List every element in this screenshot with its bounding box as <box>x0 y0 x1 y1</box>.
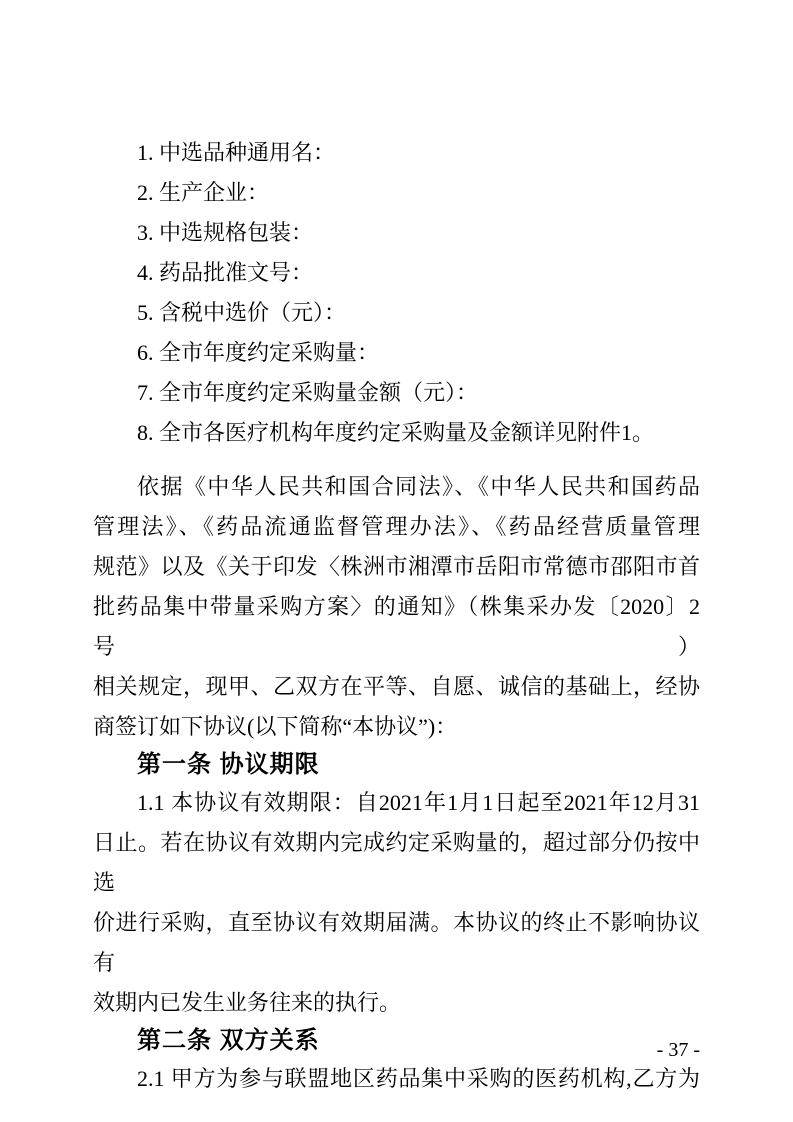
paragraph-line: 批药品集中带量采购方案〉的通知》（株集采办发〔2020〕2 号） <box>93 594 700 659</box>
document-content <box>93 133 700 1099</box>
list-item-6: 6. 全市年度约定采购量： <box>137 340 380 365</box>
page-number: - 37 - <box>656 1039 700 1061</box>
list-item-2: 2. 生产企业： <box>137 180 270 205</box>
paragraph-line: 相关规定，现甲、乙双方在平等、自愿、诚信的基础上，经协 <box>93 674 700 699</box>
section-1-paragraph <box>93 783 700 1023</box>
list-item-7: 7. 全市年度约定采购量金额（元）： <box>137 380 479 405</box>
paragraph-line: 规范》以及《关于印发〈株洲市湘潭市岳阳市常德市邵阳市首 <box>93 554 700 579</box>
numbered-list <box>93 133 700 453</box>
paragraph-line: 价进行采购，直至协议有效期届满。本协议的终止不影响协议有 <box>93 910 700 975</box>
paragraph-line: 管理法》、《药品流通监督管理办法》、《药品经营质量管理 <box>93 514 700 539</box>
list-item-5: 5. 含税中选价（元）： <box>137 300 347 325</box>
paragraph-line: 商签订如下协议(以下简称“本协议”)： <box>93 714 458 739</box>
paragraph-line: 效期内已发生业务往来的执行。 <box>93 990 402 1015</box>
section-2-heading: 第二条 双方关系 <box>137 1027 320 1054</box>
paragraph-line: 日止。若在协议有效期内完成约定采购量的，超过部分仍按中选 <box>93 830 700 895</box>
list-item-8: 8. 全市各医疗机构年度约定采购量及金额详见附件1。 <box>137 420 655 445</box>
paragraph-line: 依据《中华人民共和国合同法》、《中华人民共和国药品 <box>137 474 700 499</box>
section-1-heading: 第一条 协议期限 <box>137 751 320 778</box>
list-item-1: 1. 中选品种通用名： <box>137 140 336 165</box>
section-2-paragraph <box>93 1059 700 1099</box>
list-item-3: 3. 中选规格包装： <box>137 220 314 245</box>
list-item-4: 4. 药品批准文号： <box>137 260 314 285</box>
paragraph-line: 1.1 本协议有效期限：自2021年1月1日起至2021年12月31 <box>137 790 700 815</box>
intro-paragraph <box>93 467 700 747</box>
paragraph-line: 2.1 甲方为参与联盟地区药品集中采购的医药机构,乙方为 <box>137 1066 700 1091</box>
